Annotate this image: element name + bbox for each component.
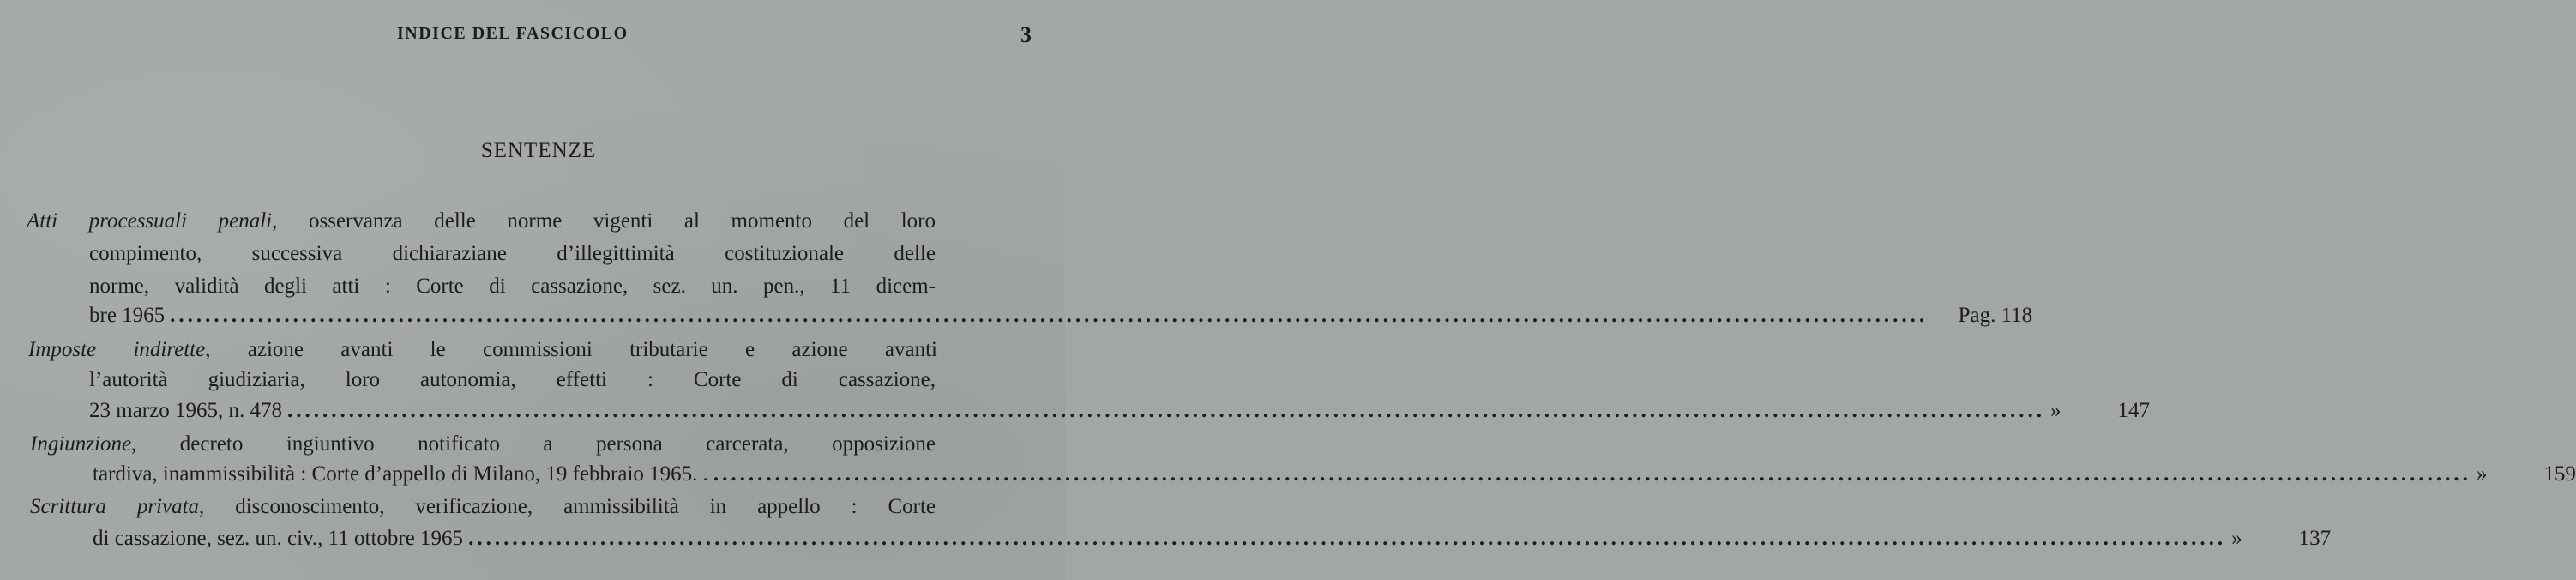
entry-text: 23 marzo 1965, n. 478 <box>89 399 282 422</box>
running-head: INDICE DEL FASCICOLO <box>397 24 629 43</box>
dot-leader: ........................................................................................................................................................................................................ <box>713 462 2471 486</box>
entry-text: , disconoscimento, verificazione, ammissibilità in appello : Corte <box>199 495 936 518</box>
page-ref-number: 137 <box>2298 527 2332 550</box>
dot-leader: ........................................................................................................................................................................................................ <box>286 399 2045 422</box>
page-prefix: » <box>2049 399 2061 422</box>
entry-text: , azione avanti le commissioni tributarie e azione avanti <box>205 338 938 361</box>
page-prefix: » <box>2231 527 2242 550</box>
entry-term: Imposte indirette <box>28 338 206 361</box>
entry-text: bre 1965 <box>89 304 166 327</box>
page-ref-number: 118 <box>2001 304 2033 327</box>
entry-last-line <box>93 459 2576 490</box>
entry-term: Ingiunzione <box>30 432 132 456</box>
entry-last-line <box>93 523 2332 554</box>
entry-last-line <box>89 396 2150 426</box>
entry-first-line <box>30 429 936 460</box>
page-reference <box>2231 523 2331 554</box>
entry-text: tardiva, inammissibilità : Corte d’appello di Milano, 19 febbraio 1965. . <box>93 462 708 486</box>
entry-term: Scrittura privata <box>30 495 200 518</box>
page-reference <box>2477 459 2576 490</box>
entry-first-line <box>30 492 936 523</box>
entry-first-line <box>27 206 936 237</box>
dot-leader: ........................................................................................................................................................................................................ <box>468 527 2227 550</box>
section-title: SENTENZE <box>480 139 597 162</box>
entry-text: , decreto ingiuntivo notificato a persona carcerata, opposizione <box>131 432 936 456</box>
entry-text: di cassazione, sez. un. civ., 11 ottobre 1965 <box>93 527 464 550</box>
page-reference <box>1933 300 2032 331</box>
page-number: 3 <box>1020 22 1032 47</box>
page-ref-number: 159 <box>2543 462 2576 486</box>
entry-line: norme, validità degli atti : Corte di cassazione, sez. un. pen., 11 dicem- <box>89 275 936 298</box>
entry-line: compimento, successiva dichiaraziane d’illegittimità costituzionale delle <box>89 242 936 265</box>
dot-leader: ........................................................................................................................................................................................................ <box>170 304 1929 327</box>
page-ref-number: 147 <box>2117 399 2150 422</box>
entry-line: l’autorità giudiziaria, loro autonomia, effetti : Corte di cassazione, <box>89 368 936 391</box>
page-reference <box>2050 396 2150 426</box>
entry-first-line <box>28 335 937 366</box>
entry-term: Atti processuali penali <box>27 209 273 233</box>
page-prefix: Pag. <box>1958 304 1996 327</box>
entry-text: , osservanza delle norme vigenti al momento del loro <box>272 209 936 233</box>
entry-last-line <box>89 300 2033 331</box>
page-prefix: » <box>2476 462 2488 486</box>
